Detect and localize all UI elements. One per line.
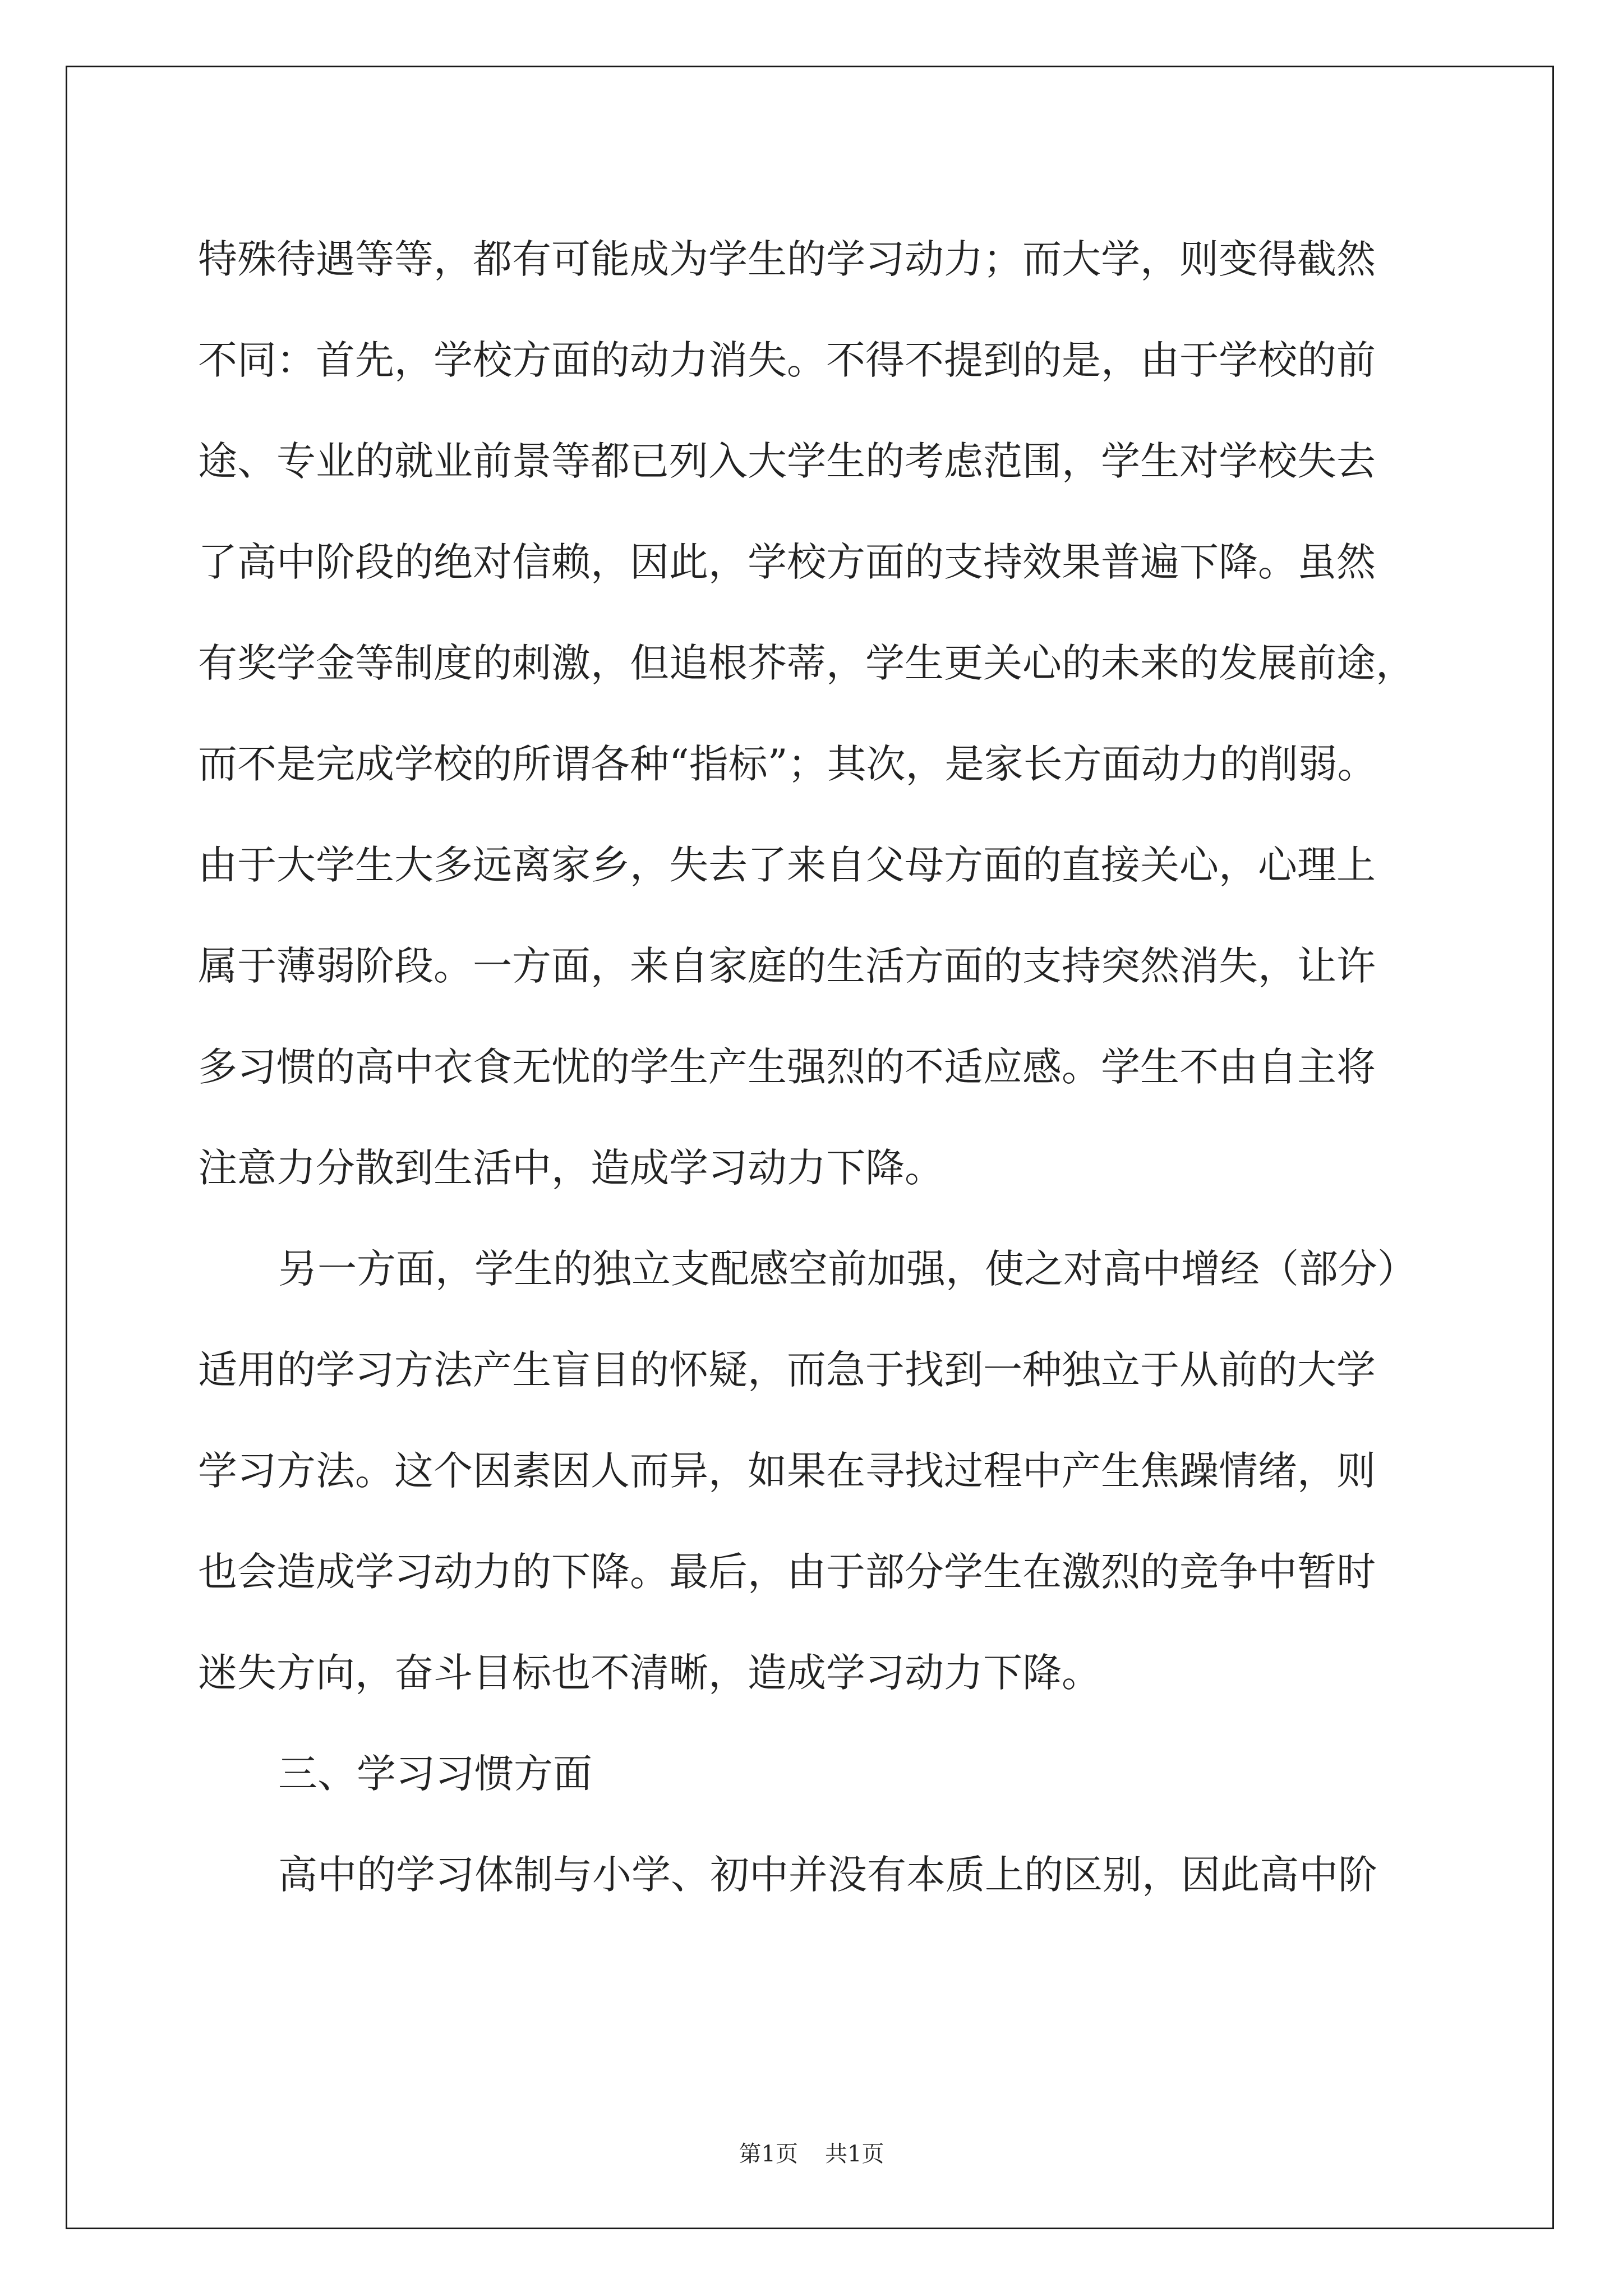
text-line: 学习方法。这个因素因人而异，如果在寻找过程中产生焦躁情绪，则 bbox=[198, 1448, 1376, 1494]
text-line: 有奖学金等制度的刺激，但追根芥蒂，学生更关心的未来的发展前途， bbox=[198, 640, 1415, 686]
document-body bbox=[198, 209, 1432, 1925]
text-line: 注意力分散到生活中，造成学习动力下降。 bbox=[198, 1145, 944, 1191]
text-line: 了高中阶段的绝对信赖，因此，学校方面的支持效果普遍下降。虽然 bbox=[198, 539, 1376, 585]
text-line: 不同：首先，学校方面的动力消失。不得不提到的是，由于学校的前 bbox=[198, 337, 1376, 383]
text-line: 迷失方向，奋斗目标也不清晰，造成学习动力下降。 bbox=[198, 1650, 1101, 1696]
page-number-current: 第1页 bbox=[739, 2141, 798, 2167]
text-line: 而不是完成学校的所谓各种“指标”；其次，是家长方面动力的削弱。 bbox=[198, 741, 1377, 787]
paragraph-first-line: 另一方面，学生的独立支配感空前加强，使之对高中增经（部分） bbox=[278, 1246, 1417, 1292]
text-line: 特殊待遇等等，都有可能成为学生的学习动力；而大学，则变得截然 bbox=[198, 236, 1376, 282]
page-footer bbox=[0, 2137, 1623, 2171]
text-line: 也会造成学习动力的下降。最后，由于部分学生在激烈的竞争中暂时 bbox=[198, 1549, 1376, 1595]
text-line: 多习惯的高中衣食无忧的学生产生强烈的不适应感。学生不由自主将 bbox=[198, 1044, 1376, 1090]
text-line: 适用的学习方法产生盲目的怀疑，而急于找到一种独立于从前的大学 bbox=[198, 1347, 1376, 1393]
text-line: 属于薄弱阶段。一方面，来自家庭的生活方面的支持突然消失，让许 bbox=[198, 943, 1376, 989]
page-number-total: 共1页 bbox=[825, 2141, 884, 2167]
paragraph-first-line: 高中的学习体制与小学、初中并没有本质上的区别，因此高中阶 bbox=[278, 1852, 1377, 1898]
text-line: 由于大学生大多远离家乡，失去了来自父母方面的直接关心，心理上 bbox=[198, 842, 1376, 888]
text-line: 途、专业的就业前景等都已列入大学生的考虑范围，学生对学校失去 bbox=[198, 438, 1376, 484]
section-heading: 三、学习习惯方面 bbox=[278, 1751, 592, 1797]
